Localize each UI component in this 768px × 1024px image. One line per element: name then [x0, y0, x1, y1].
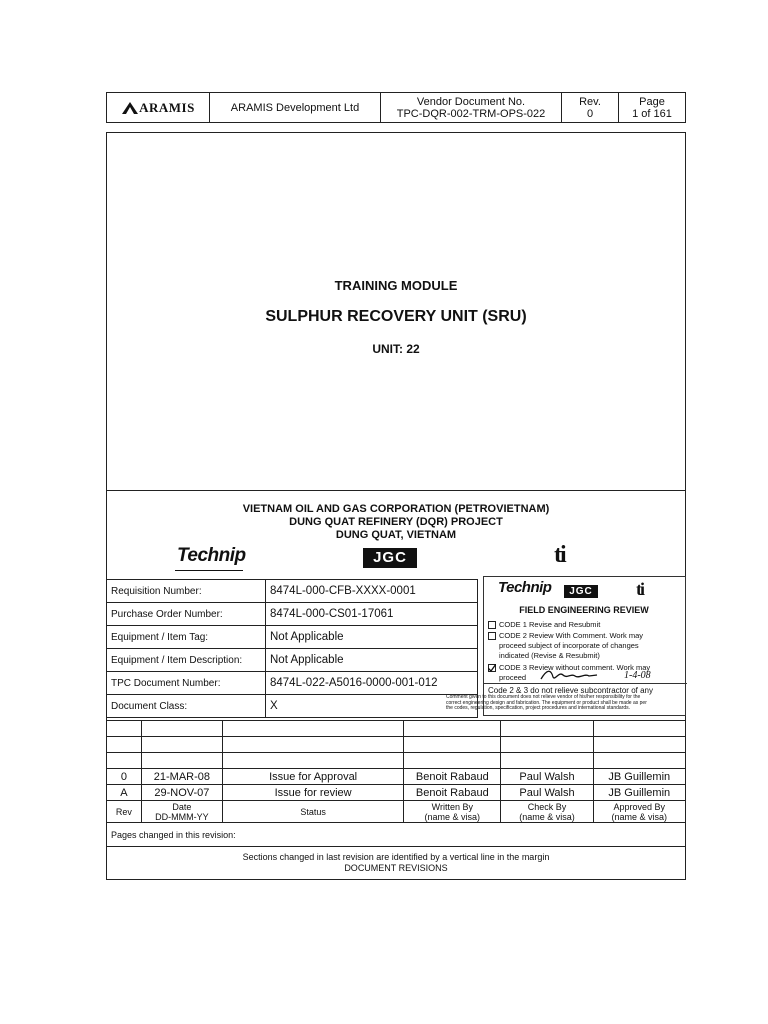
rev-empty-cell [107, 753, 142, 769]
aramis-logo-icon [121, 101, 139, 115]
rev-approved-by: JB Guillemin [593, 769, 685, 785]
rev-header-check-line1: Check By [527, 801, 567, 812]
stamp-fine-line2: correct engineering design and fabrication. The equipment or product shall be made as per [446, 699, 647, 706]
check-mark-icon [488, 664, 496, 672]
aramis-logo-text: ARAMIS [139, 99, 195, 115]
rev-value: 0 [586, 107, 594, 120]
aramis-logo-cell [107, 93, 210, 123]
code2-text: CODE 2 Review With Comment. Work may [499, 631, 644, 640]
rev-empty-cell [223, 753, 404, 769]
rev-empty-cell [404, 753, 501, 769]
info-value: Not Applicable [266, 626, 478, 649]
stamp-code2-cont2: indicated (Revise & Resubmit) [499, 651, 600, 660]
rev-header-row [107, 801, 686, 823]
doc-title-line3: UNIT: 22 [372, 342, 420, 356]
frame-divider [106, 490, 686, 491]
info-value: 8474L-000-CFB-XXXX-0001 [266, 580, 478, 603]
stamp-code2-cont1: proceed subject of incorporate of changes [499, 641, 639, 650]
pages-changed-label: Pages changed in this revision: [107, 823, 686, 847]
rev-header-status: Status [223, 801, 404, 823]
rev-empty-cell [404, 737, 501, 753]
rev-status: Issue for review [223, 785, 404, 801]
rev-header-approved [593, 801, 685, 823]
vendor-doc-cell [381, 93, 562, 123]
rev-status: Issue for Approval [223, 769, 404, 785]
rev-date: 21-MAR-08 [141, 769, 222, 785]
corp-line1: VIETNAM OIL AND GAS CORPORATION (PETROVIETNAM) [242, 503, 550, 515]
rev-header-check [501, 801, 593, 823]
info-label: Requisition Number: [107, 580, 266, 603]
stamp-title: FIELD ENGINEERING REVIEW [519, 605, 649, 615]
technip-logo: Technip [177, 545, 246, 566]
info-value: Not Applicable [266, 649, 478, 672]
stamp-signature-date: 1-4-08 [624, 670, 651, 681]
info-row [107, 672, 478, 695]
info-label: TPC Document Number: [107, 672, 266, 695]
footer-note-line1: Sections changed in last revision are identified by a vertical line in the margin [242, 852, 550, 862]
ti-logo: ti [554, 542, 565, 568]
info-label: Equipment / Item Description: [107, 649, 266, 672]
header-table [106, 92, 686, 123]
vendor-doc-number: TPC-DQR-002-TRM-OPS-022 [396, 107, 546, 120]
rev-row [107, 785, 686, 801]
code2-checkbox [488, 632, 496, 640]
stamp-fine-print [446, 695, 686, 712]
rev-cell [562, 93, 619, 123]
rev-empty-cell [593, 721, 685, 737]
review-stamp [446, 576, 686, 716]
info-row [107, 603, 478, 626]
company-name: ARAMIS Development Ltd [210, 93, 381, 123]
rev-header-date-line1: Date [172, 801, 192, 812]
page-value: 1 of 161 [632, 107, 672, 120]
page-cell [619, 93, 686, 123]
rev-header-written-line2: (name & visa) [424, 811, 481, 822]
stamp-jgc-logo: JGC [564, 585, 598, 598]
doc-title-line1: TRAINING MODULE [334, 278, 458, 293]
rev-empty-cell [141, 737, 222, 753]
info-value: X [266, 695, 478, 718]
info-row [107, 649, 478, 672]
rev-empty-cell [223, 737, 404, 753]
code3-checkbox [488, 664, 496, 672]
rev-approved-by: JB Guillemin [593, 785, 685, 801]
code3-text: CODE 3 Review without comment. Work may [499, 663, 651, 672]
rev-header-check-line2: (name & visa) [519, 811, 575, 822]
stamp-code1 [488, 620, 600, 629]
corp-line2: DUNG QUAT REFINERY (DQR) PROJECT [289, 516, 503, 528]
stamp-fine-line3: the codes, regulation, specification, project procedures and international standards. [446, 705, 631, 711]
jgc-logo: JGC [363, 548, 417, 568]
info-value: 8474L-000-CS01-17061 [266, 603, 478, 626]
info-row [107, 695, 478, 718]
info-label: Purchase Order Number: [107, 603, 266, 626]
rev-check-by: Paul Walsh [501, 769, 593, 785]
handwritten-signature-icon [539, 667, 599, 683]
rev-label: Rev. [579, 95, 601, 108]
rev-empty-cell [501, 721, 593, 737]
info-row [107, 626, 478, 649]
rev-empty-cell [223, 721, 404, 737]
rev-empty-cell [107, 737, 142, 753]
rev-empty-cell [501, 737, 593, 753]
rev-check-by: Paul Walsh [501, 785, 593, 801]
rev-empty-row [107, 721, 686, 737]
technip-logo-underline [175, 570, 243, 571]
footer-note-line2: DOCUMENT REVISIONS [344, 863, 448, 873]
info-label: Equipment / Item Tag: [107, 626, 266, 649]
stamp-code3-cont: proceed [499, 673, 527, 682]
stamp-note: Code 2 & 3 do not relieve subcontractor of any [488, 686, 653, 695]
doc-title-line2: SULPHUR RECOVERY UNIT (SRU) [265, 308, 527, 325]
rev-header-approved-line1: Approved By [613, 801, 666, 812]
rev-header-written [404, 801, 501, 823]
rev-header-rev: Rev [107, 801, 142, 823]
info-label: Document Class: [107, 695, 266, 718]
rev-number: 0 [107, 769, 142, 785]
rev-empty-cell [404, 721, 501, 737]
rev-empty-cell [141, 721, 222, 737]
vendor-doc-label: Vendor Document No. [416, 95, 526, 108]
rev-header-approved-line2: (name & visa) [611, 811, 668, 822]
stamp-divider [484, 683, 687, 684]
rev-date: 29-NOV-07 [141, 785, 222, 801]
rev-empty-cell [593, 737, 685, 753]
rev-header-date-line2: DD-MMM-YY [155, 811, 209, 822]
page-label: Page [639, 95, 665, 108]
rev-row [107, 769, 686, 785]
rev-empty-row [107, 737, 686, 753]
code1-checkbox [488, 621, 496, 629]
pages-changed-row [107, 823, 686, 847]
rev-header-written-line1: Written By [431, 801, 473, 812]
stamp-fine-line1: Comment given to this document does not relieve vendor of his/her responsibility for the [446, 694, 641, 700]
rev-empty-cell [501, 753, 593, 769]
rev-number: A [107, 785, 142, 801]
corp-line3: DUNG QUAT, VIETNAM [335, 529, 457, 541]
stamp-code2 [488, 631, 643, 640]
info-row [107, 580, 478, 603]
rev-empty-cell [593, 753, 685, 769]
info-table [106, 579, 478, 718]
stamp-ti-logo: ti [636, 579, 643, 599]
rev-empty-cell [107, 721, 142, 737]
rev-header-date [141, 801, 222, 823]
rev-empty-row [107, 753, 686, 769]
info-value: 8474L-022-A5016-0000-001-012 [266, 672, 478, 695]
rev-written-by: Benoit Rabaud [404, 785, 501, 801]
revisions-table [106, 720, 686, 847]
code1-text: CODE 1 Revise and Resubmit [499, 620, 601, 629]
aramis-logo [107, 101, 209, 115]
rev-written-by: Benoit Rabaud [404, 769, 501, 785]
rev-empty-cell [141, 753, 222, 769]
stamp-technip-logo: Technip [498, 579, 552, 596]
